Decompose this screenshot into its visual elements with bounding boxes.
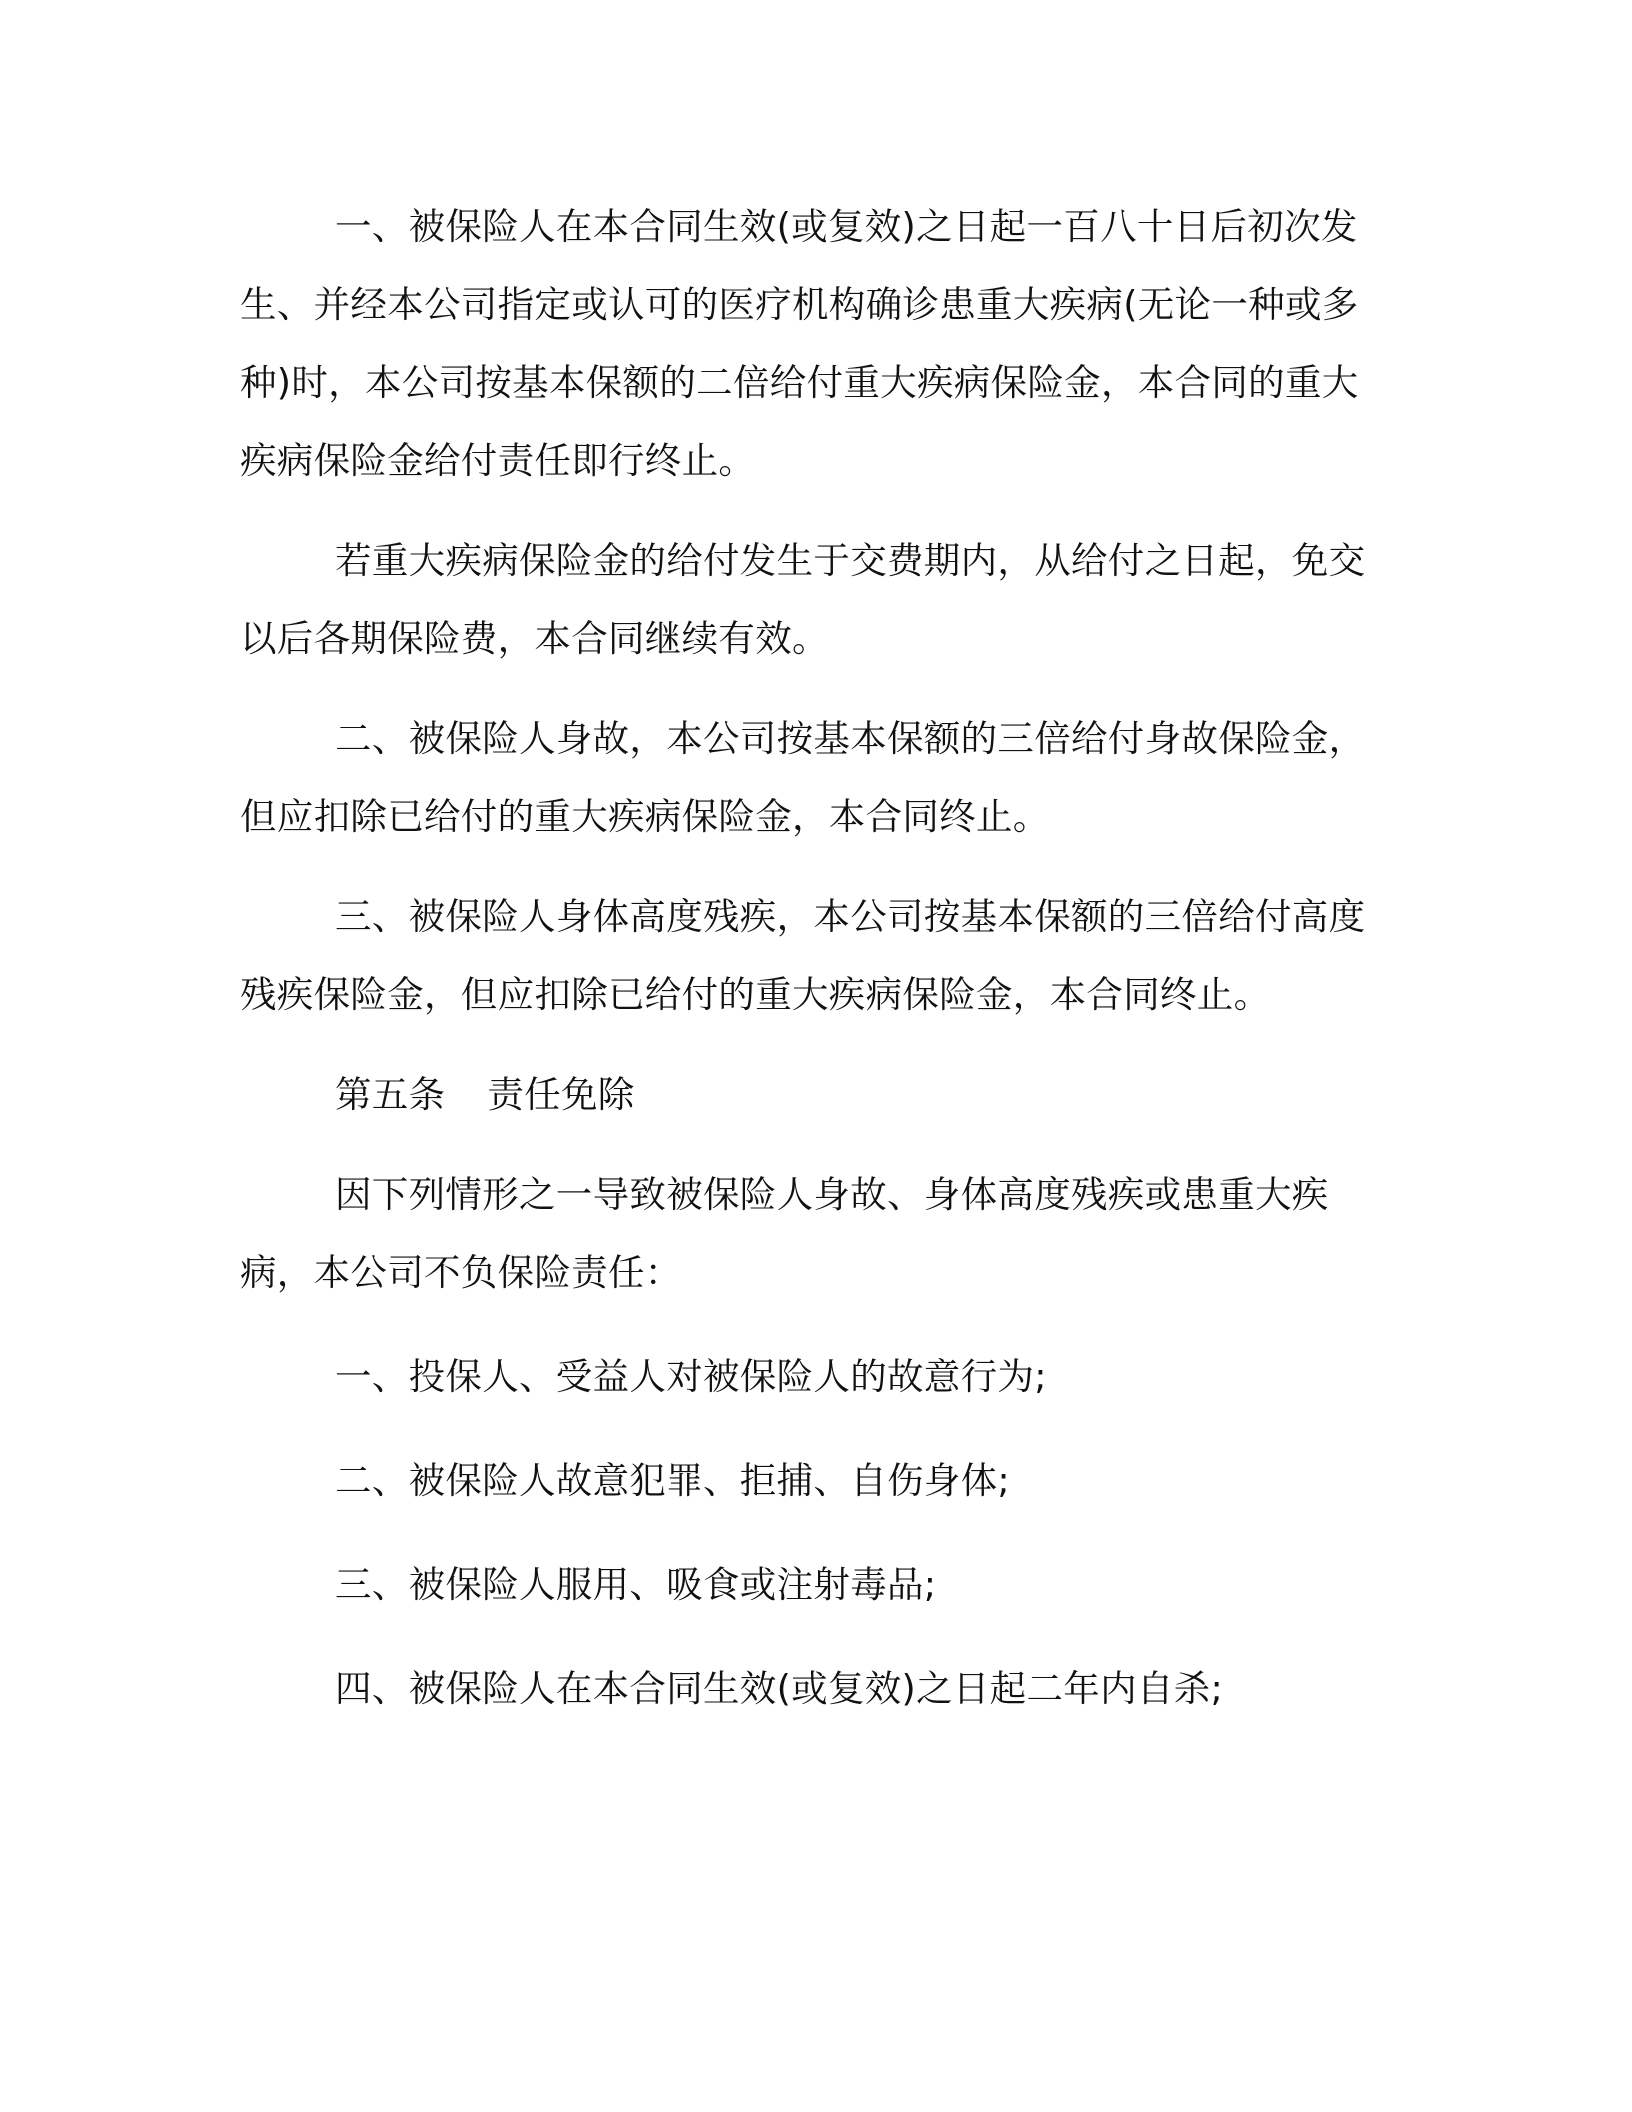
article-title: 责任免除 bbox=[487, 1073, 635, 1116]
paragraph-critical-illness-benefit: 一、被保险人在本合同生效(或复效)之日起一百八十日后初次发生、并经本公司指定或认可的医疗机构确诊患重大疾病(无论一种或多种)时，本公司按基本保额的二倍给付重大疾病保险金，本合同的重大疾病保险金给付责任即行终止。 bbox=[240, 205, 1359, 482]
exclusion-item: 三、被保险人服用、吸食或注射毒品; bbox=[335, 1563, 937, 1606]
paragraph-premium-waiver: 若重大疾病保险金的给付发生于交费期内，从给付之日起，免交以后各期保险费，本合同继续有效。 bbox=[240, 539, 1366, 660]
exclusion-item: 二、被保险人故意犯罪、拒捕、自伤身体; bbox=[335, 1459, 1010, 1502]
paragraph-death-benefit: 二、被保险人身故，本公司按基本保额的三倍给付身故保险金，但应扣除已给付的重大疾病保险金，本合同终止。 bbox=[240, 717, 1366, 838]
document-body bbox=[240, 188, 1382, 1728]
article-heading bbox=[240, 1056, 1382, 1134]
paragraph-exclusion-intro: 因下列情形之一导致被保险人身故、身体高度残疾或患重大疾病，本公司不负保险责任： bbox=[240, 1173, 1329, 1294]
exclusion-item: 四、被保险人在本合同生效(或复效)之日起二年内自杀; bbox=[335, 1667, 1224, 1710]
paragraph-disability-benefit: 三、被保险人身体高度残疾，本公司按基本保额的三倍给付高度残疾保险金，但应扣除已给付的重大疾病保险金，本合同终止。 bbox=[240, 895, 1366, 1016]
exclusion-item: 一、投保人、受益人对被保险人的故意行为; bbox=[335, 1355, 1047, 1398]
article-number: 第五条 bbox=[335, 1073, 446, 1116]
